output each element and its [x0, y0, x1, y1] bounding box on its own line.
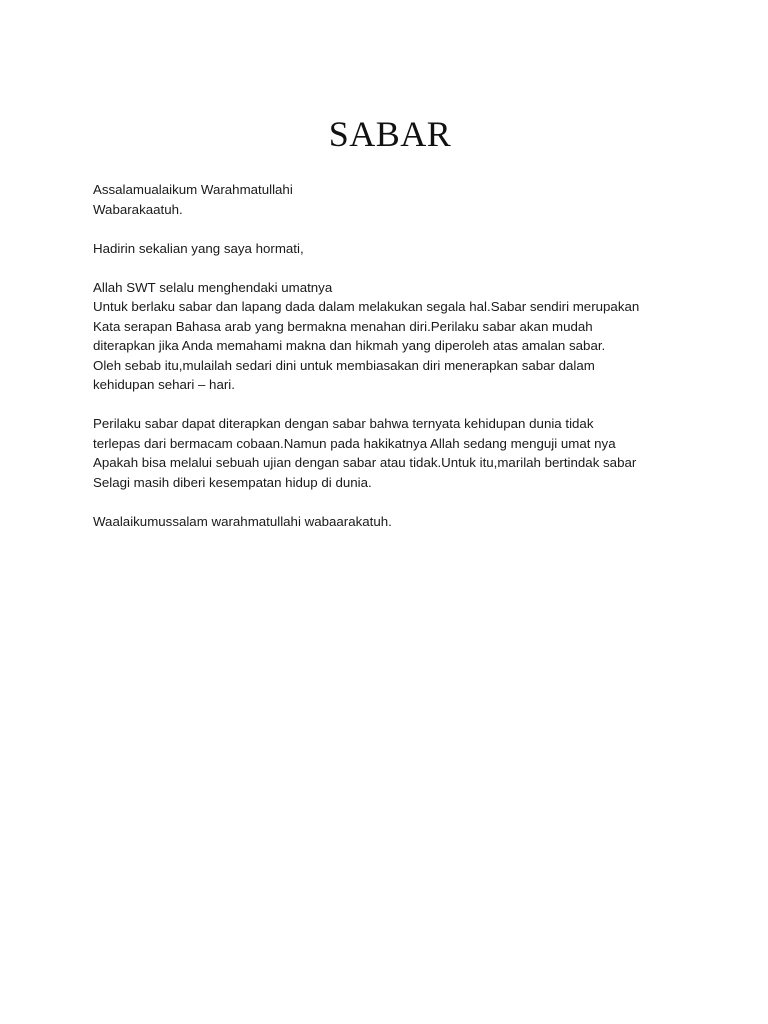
paragraph-spacer [93, 258, 713, 278]
closing-line: Waalaikumussalam warahmatullahi wabaarakatuh. [93, 513, 392, 529]
paragraph-1 [93, 278, 713, 395]
paragraph-spacer [93, 219, 713, 239]
paragraph-line: Perilaku sabar dapat diterapkan dengan sabar bahwa ternyata kehidupan dunia tidak [93, 416, 594, 431]
greeting-line: Wabarakaatuh. [93, 201, 183, 217]
paragraph-line: terlepas dari bermacam cobaan.Namun pada hakikatnya Allah sedang menguji umat nya [93, 435, 616, 451]
greeting-block [93, 180, 713, 219]
paragraph-line: Allah SWT selalu menghendaki umatnya [93, 279, 333, 295]
address-block [93, 239, 713, 259]
paragraph-line: Selagi masih diberi kesempatan hidup di dunia. [93, 474, 372, 490]
paragraph-line: diterapkan jika Anda memahami makna dan hikmah yang diperoleh atas amalan sabar. [93, 338, 606, 353]
greeting-line: Assalamualaikum Warahmatullahi [93, 182, 293, 197]
closing-block [93, 512, 713, 532]
paragraph-spacer [93, 395, 713, 415]
paragraph-spacer [93, 492, 713, 512]
document-body [93, 180, 713, 531]
paragraph-2 [93, 414, 713, 492]
paragraph-line: Apakah bisa melalui sebuah ujian dengan sabar atau tidak.Untuk itu,marilah bertindak sabar [93, 455, 637, 470]
address-line: Hadirin sekalian yang saya hormati, [93, 240, 304, 256]
paragraph-line: Untuk berlaku sabar dan lapang dada dalam melakukan segala hal.Sabar sendiri merupakan [93, 299, 640, 314]
paragraph-line: Kata serapan Bahasa arab yang bermakna menahan diri.Perilaku sabar akan mudah [93, 318, 593, 334]
document-title: SABAR [328, 114, 452, 154]
paragraph-line: Oleh sebab itu,mulailah sedari dini untuk membiasakan diri menerapkan sabar dalam [93, 357, 595, 373]
paragraph-line: kehidupan sehari – hari. [93, 377, 235, 392]
